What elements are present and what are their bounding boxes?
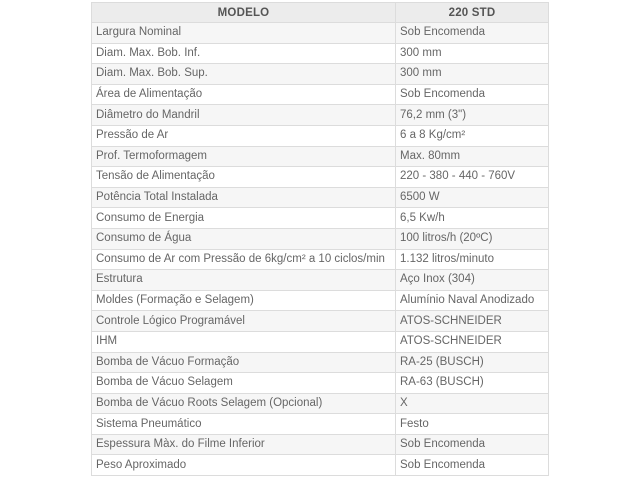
table-row xyxy=(92,249,549,270)
table-row xyxy=(92,393,549,414)
spec-value: 76,2 mm (3") xyxy=(396,105,549,126)
table-row xyxy=(92,105,549,126)
header-row xyxy=(92,3,549,23)
spec-value: Sob Encomenda xyxy=(396,84,549,105)
spec-label: Diam. Max. Bob. Sup. xyxy=(92,64,396,85)
spec-label: Estrutura xyxy=(92,270,396,291)
spec-label: Espessura Màx. do Filme Inferior xyxy=(92,434,396,455)
table-row xyxy=(92,311,549,332)
spec-value: RA-25 (BUSCH) xyxy=(396,352,549,373)
table-row xyxy=(92,64,549,85)
spec-label: Pressão de Ar xyxy=(92,125,396,146)
spec-label: Área de Alimentação xyxy=(92,84,396,105)
table-row xyxy=(92,84,549,105)
spec-label: Largura Nominal xyxy=(92,23,396,44)
table-row xyxy=(92,455,549,476)
spec-value: Aço Inox (304) xyxy=(396,270,549,291)
header-modelo: MODELO xyxy=(92,3,396,23)
spec-label: Consumo de Ar com Pressão de 6kg/cm² a 10 ciclos/min xyxy=(92,249,396,270)
spec-label: Diâmetro do Mandril xyxy=(92,105,396,126)
spec-value: 300 mm xyxy=(396,43,549,64)
spec-label: Moldes (Formação e Selagem) xyxy=(92,290,396,311)
spec-value: Sob Encomenda xyxy=(396,23,549,44)
table-row xyxy=(92,414,549,435)
spec-label: Consumo de Energia xyxy=(92,208,396,229)
specifications-table xyxy=(91,2,549,476)
spec-label: Consumo de Água xyxy=(92,228,396,249)
spec-value: 6 a 8 Kg/cm² xyxy=(396,125,549,146)
table-row xyxy=(92,43,549,64)
table-row xyxy=(92,125,549,146)
spec-value: 1.132 litros/minuto xyxy=(396,249,549,270)
table-row xyxy=(92,146,549,167)
table-row xyxy=(92,208,549,229)
spec-label: Controle Lógico Programável xyxy=(92,311,396,332)
spec-label: Bomba de Vácuo Roots Selagem (Opcional) xyxy=(92,393,396,414)
table-body xyxy=(92,23,549,476)
table-row xyxy=(92,23,549,44)
table-row xyxy=(92,290,549,311)
spec-value: Festo xyxy=(396,414,549,435)
table-row xyxy=(92,187,549,208)
spec-label: Bomba de Vácuo Formação xyxy=(92,352,396,373)
spec-label: Potência Total Instalada xyxy=(92,187,396,208)
table-row xyxy=(92,270,549,291)
table-row xyxy=(92,167,549,188)
header-model-name: 220 STD xyxy=(396,3,549,23)
table-row xyxy=(92,228,549,249)
spec-value: 300 mm xyxy=(396,64,549,85)
spec-value: X xyxy=(396,393,549,414)
spec-label: Peso Aproximado xyxy=(92,455,396,476)
spec-label: Tensão de Alimentação xyxy=(92,167,396,188)
spec-label: IHM xyxy=(92,331,396,352)
table-row xyxy=(92,331,549,352)
spec-value: Max. 80mm xyxy=(396,146,549,167)
spec-value: 220 - 380 - 440 - 760V xyxy=(396,167,549,188)
table-row xyxy=(92,352,549,373)
spec-value: Sob Encomenda xyxy=(396,434,549,455)
spec-value: ATOS-SCHNEIDER xyxy=(396,331,549,352)
spec-value: 6500 W xyxy=(396,187,549,208)
spec-label: Bomba de Vácuo Selagem xyxy=(92,373,396,394)
spec-value: Sob Encomenda xyxy=(396,455,549,476)
spec-value: 100 litros/h (20ºC) xyxy=(396,228,549,249)
spec-value: RA-63 (BUSCH) xyxy=(396,373,549,394)
table-row xyxy=(92,434,549,455)
spec-label: Diam. Max. Bob. Inf. xyxy=(92,43,396,64)
spec-value: ATOS-SCHNEIDER xyxy=(396,311,549,332)
table-row xyxy=(92,373,549,394)
spec-label: Sistema Pneumático xyxy=(92,414,396,435)
spec-value: 6,5 Kw/h xyxy=(396,208,549,229)
spec-label: Prof. Termoformagem xyxy=(92,146,396,167)
spec-value: Alumínio Naval Anodizado xyxy=(396,290,549,311)
